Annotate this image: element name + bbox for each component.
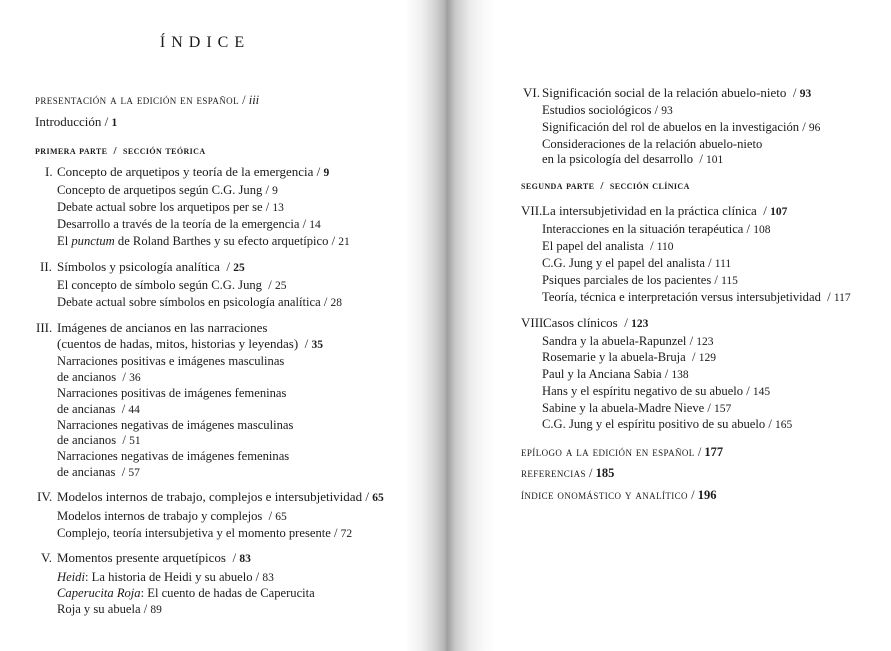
subentry-page: 129 <box>698 352 716 364</box>
toc-entry-indice[interactable]: índice onomástico y analítico / 196 <box>521 488 717 502</box>
subentry-page: 72 <box>340 528 353 540</box>
toc-entry-referencias[interactable]: referencias / 185 <box>521 466 615 480</box>
chapter-title[interactable]: Significación social de la relación abuelo-nieto / 93 <box>542 85 812 100</box>
subentry-text: El concepto de símbolo según C.G. Jung <box>57 278 262 292</box>
subentry[interactable]: Teoría, técnica e interpretación versus intersubjetividad / 117 <box>542 290 851 304</box>
subentry-page: 13 <box>272 202 284 214</box>
subentry-text: Paul y la Anciana Sabia <box>542 367 662 381</box>
chapter-label: La intersubjetividad en la práctica clínica <box>542 203 757 218</box>
chapter-label-cont: (cuentos de hadas, mitos, historias y leyendas) <box>57 336 299 351</box>
subentry-text-cont: de ancianas <box>57 465 116 479</box>
subentry[interactable]: Debate actual sobre símbolos en psicología analítica / 28 <box>57 295 342 309</box>
subentry-page: 57 <box>128 467 140 479</box>
subentry-text: Estudios sociológicos <box>542 103 652 117</box>
page-title: ÍNDICE <box>159 34 251 51</box>
subentry[interactable] <box>57 417 293 433</box>
toc-entry-presentacion[interactable]: presentación a la edición en español / iii <box>35 93 260 107</box>
subentry-page: 14 <box>309 219 321 231</box>
entry-page: 1 <box>111 117 118 129</box>
chapter-label: Significación social de la relación abuelo-nieto <box>542 85 787 100</box>
chapter-label: Casos clínicos <box>543 315 618 330</box>
chapter-title[interactable]: Casos clínicos / 123 <box>543 315 649 330</box>
subentry-page: 65 <box>275 511 287 523</box>
toc-entry-introduccion[interactable]: Introducción / 1 <box>35 114 118 129</box>
subentry-page: 138 <box>671 369 689 381</box>
subentry-cont[interactable]: Roja y su abuela / 89 <box>57 602 162 616</box>
subentry-page: 101 <box>706 154 724 166</box>
subentry-text: : La historia de Heidi y su abuelo <box>84 570 253 584</box>
subentry-page: 83 <box>262 572 274 584</box>
subentry-page: 117 <box>833 292 851 304</box>
subentry-prefix: El <box>57 234 69 248</box>
subentry-text: Debate actual sobre los arquetipos per se <box>57 200 263 214</box>
subentry[interactable]: Paul y la Anciana Sabia / 138 <box>542 367 689 381</box>
subentry-text: Narraciones negativas de imágenes masculinas <box>57 418 294 432</box>
subentry[interactable]: Desarrollo a través de la teoría de la emergencia / 14 <box>57 217 321 231</box>
entry-page: iii <box>248 93 260 107</box>
subentry-page: 25 <box>274 280 287 292</box>
subentry-text-cont: de ancianos <box>57 370 117 384</box>
entry-label: índice onomástico y analítico <box>521 488 688 502</box>
subentry-text: Debate actual sobre símbolos en psicología analítica <box>57 295 321 309</box>
chapter-label: Imágenes de ancianos en las narraciones <box>57 320 268 335</box>
subentry-text: El papel del analista <box>542 239 644 253</box>
subentry-page: 145 <box>752 386 771 398</box>
subentry[interactable]: Sabine y la abuela-Madre Nieve / 157 <box>542 401 732 415</box>
chapter-page: 93 <box>799 88 812 100</box>
subentry-page: 96 <box>808 122 821 134</box>
subentry-text-cont: de ancianas <box>57 402 116 416</box>
chapter-title[interactable]: La intersubjetividad en la práctica clínica / 107 <box>542 203 788 218</box>
chapter-page: 35 <box>311 339 324 351</box>
subentry-text: Hans y el espíritu negativo de su abuelo <box>542 384 744 398</box>
subentry[interactable]: Heidi: La historia de Heidi y su abuelo / 83 <box>57 570 274 584</box>
subentry-cont[interactable]: de ancianos / 36 <box>57 370 141 384</box>
chapter-title[interactable]: Modelos internos de trabajo, complejos e intersubjetividad / 65 <box>57 489 384 504</box>
chapter-title[interactable]: Momentos presente arquetípicos / 83 <box>57 550 251 565</box>
subentry[interactable]: C.G. Jung y el papel del analista / 111 <box>542 256 732 270</box>
chapter-number: II. <box>40 259 52 274</box>
subentry-emphasis: punctum <box>71 234 115 248</box>
subentry-text: Consideraciones de la relación abuelo-nieto <box>542 137 763 151</box>
subentry-text: Narraciones negativas de imágenes femeninas <box>57 449 290 463</box>
subentry-page: 93 <box>661 105 673 117</box>
subentry[interactable]: Rosemarie y la abuela-Bruja / 129 <box>542 350 716 364</box>
subentry-page: 28 <box>330 297 342 309</box>
subentry-page: 51 <box>129 435 141 447</box>
entry-label: epílogo a la edición en español <box>521 445 695 459</box>
part-label: primera parte <box>35 145 108 157</box>
subentry[interactable]: C.G. Jung y el espíritu positivo de su abuelo / 165 <box>542 417 793 431</box>
subentry-text: Psiques parciales de los pacientes <box>542 273 712 287</box>
subentry-text: Narraciones positivas e imágenes masculinas <box>57 354 285 368</box>
subentry[interactable]: Debate actual sobre los arquetipos per se / 13 <box>57 200 284 214</box>
chapter-number: I. <box>45 164 53 179</box>
entry-page: 196 <box>697 488 717 502</box>
subentry[interactable]: Sandra y la abuela-Rapunzel / 123 <box>542 334 714 348</box>
subentry-text: Rosemarie y la abuela-Bruja <box>542 350 686 364</box>
subentry-text: Significación del rol de abuelos en la investigación <box>542 120 800 134</box>
chapter-number: VI. <box>523 85 540 100</box>
subentry-page: 123 <box>696 336 714 348</box>
subentry[interactable]: Interacciones en la situación terapéutica / 108 <box>542 222 771 236</box>
chapter-number: IV. <box>37 489 53 504</box>
chapter-label: Modelos internos de trabajo, complejos e intersubjetividad <box>57 489 363 504</box>
subentry-page: 36 <box>129 372 141 384</box>
subentry-page: 44 <box>128 404 140 416</box>
entry-label: referencias <box>521 466 586 480</box>
chapter-page: 107 <box>770 206 788 218</box>
chapter-number: V. <box>41 550 52 565</box>
subentry-page: 108 <box>753 224 771 236</box>
subentry-text: Teoría, técnica e interpretación versus intersubjetividad <box>542 290 821 304</box>
subentry-page: 111 <box>714 258 732 270</box>
subentry-cont[interactable]: de ancianos / 51 <box>57 433 141 447</box>
subentry-text: Sabine y la abuela-Madre Nieve <box>542 401 705 415</box>
subentry[interactable]: Psiques parciales de los pacientes / 115 <box>542 273 738 287</box>
chapter-label: Momentos presente arquetípicos <box>57 550 226 565</box>
chapter-page: 9 <box>323 167 330 179</box>
subentry[interactable] <box>57 385 286 401</box>
subentry-page: 9 <box>272 185 278 197</box>
book-gutter-shadow <box>405 0 495 651</box>
chapter-title[interactable]: Símbolos y psicología analítica / 25 <box>57 259 245 274</box>
entry-page: 185 <box>595 466 615 480</box>
subentry-text: Concepto de arquetipos según C.G. Jung <box>57 183 263 197</box>
toc-entry-epilogo[interactable]: epílogo a la edición en español / 177 <box>521 445 724 459</box>
subentry-text: de Roland Barthes y su efecto arquetípico <box>117 234 329 248</box>
chapter-title[interactable] <box>57 320 267 336</box>
chapter-page: 65 <box>372 492 384 504</box>
subentry[interactable] <box>57 585 315 601</box>
subentry-text: : El cuento de hadas de Caperucita <box>140 586 315 600</box>
chapter-page: 83 <box>239 553 251 565</box>
subentry[interactable] <box>57 448 289 464</box>
chapter-page: 25 <box>233 262 245 274</box>
subentry-page: 157 <box>714 403 732 415</box>
subentry-page: 21 <box>338 236 350 248</box>
part-section: sección clínica <box>609 180 690 192</box>
entry-page: 177 <box>704 445 724 459</box>
subentry[interactable]: Concepto de arquetipos según C.G. Jung / 9 <box>57 183 278 197</box>
subentry-cont[interactable]: de ancianas / 57 <box>57 465 140 479</box>
part-section: sección teórica <box>122 145 206 157</box>
subentry-emphasis: Heidi <box>57 570 85 584</box>
subentry-text-cont: Roja y su abuela <box>57 602 141 616</box>
subentry-text: Sandra y la abuela-Rapunzel <box>542 334 687 348</box>
subentry-page: 165 <box>774 419 793 431</box>
entry-label: presentación a la edición en español <box>35 93 239 107</box>
chapter-page: 123 <box>631 318 649 330</box>
subentry-cont[interactable]: en la psicología del desarrollo / 101 <box>542 152 724 166</box>
subentry[interactable]: Estudios sociológicos / 93 <box>542 103 673 117</box>
subentry[interactable]: Complejo, teoría intersubjetiva y el momento presente / 72 <box>57 526 353 540</box>
subentry-cont[interactable]: de ancianas / 44 <box>57 402 140 416</box>
chapter-number: III. <box>36 320 53 335</box>
subentry-text: Interacciones en la situación terapéutica <box>542 222 744 236</box>
chapter-label: Concepto de arquetipos y teoría de la emergencia <box>57 164 314 179</box>
subentry-text-cont: en la psicología del desarrollo <box>542 152 694 166</box>
subentry-page: 89 <box>150 604 162 616</box>
subentry-text: Complejo, teoría intersubjetiva y el momento presente <box>57 526 331 540</box>
subentry[interactable]: Hans y el espíritu negativo de su abuelo / 145 <box>542 384 771 398</box>
subentry-page: 115 <box>721 275 738 287</box>
subentry-text: Desarrollo a través de la teoría de la emergencia <box>57 217 300 231</box>
subentry-page: 110 <box>656 241 674 253</box>
chapter-label: Símbolos y psicología analítica <box>57 259 220 274</box>
part-heading-2: segunda parte / sección clínica <box>521 180 690 192</box>
subentry[interactable] <box>57 353 284 369</box>
subentry[interactable]: El concepto de símbolo según C.G. Jung / 25 <box>57 278 287 292</box>
chapter-number: VII. <box>521 203 543 218</box>
subentry[interactable]: Modelos internos de trabajo y complejos / 65 <box>57 509 287 523</box>
subentry-text: C.G. Jung y el papel del analista <box>542 256 705 270</box>
subentry[interactable]: Significación del rol de abuelos en la investigación / 96 <box>542 120 821 134</box>
subentry[interactable]: El punctum de Roland Barthes y su efecto arquetípico / 21 <box>57 234 350 248</box>
subentry-text: C.G. Jung y el espíritu positivo de su abuelo <box>542 417 766 431</box>
subentry[interactable] <box>542 136 762 152</box>
chapter-title-cont[interactable]: (cuentos de hadas, mitos, historias y leyendas) / 35 <box>57 336 324 351</box>
subentry[interactable]: El papel del analista / 110 <box>542 239 674 253</box>
chapter-number: VIII. <box>521 315 547 330</box>
subentry-text: Narraciones positivas de imágenes femeninas <box>57 386 287 400</box>
chapter-title[interactable]: Concepto de arquetipos y teoría de la emergencia / 9 <box>57 164 330 179</box>
part-label: segunda parte <box>521 180 595 192</box>
subentry-text: Modelos internos de trabajo y complejos <box>57 509 263 523</box>
entry-label: Introducción <box>35 114 102 129</box>
subentry-emphasis: Caperucita Roja <box>57 586 141 600</box>
part-heading-1: primera parte / sección teórica <box>35 145 206 157</box>
subentry-text-cont: de ancianos <box>57 433 117 447</box>
